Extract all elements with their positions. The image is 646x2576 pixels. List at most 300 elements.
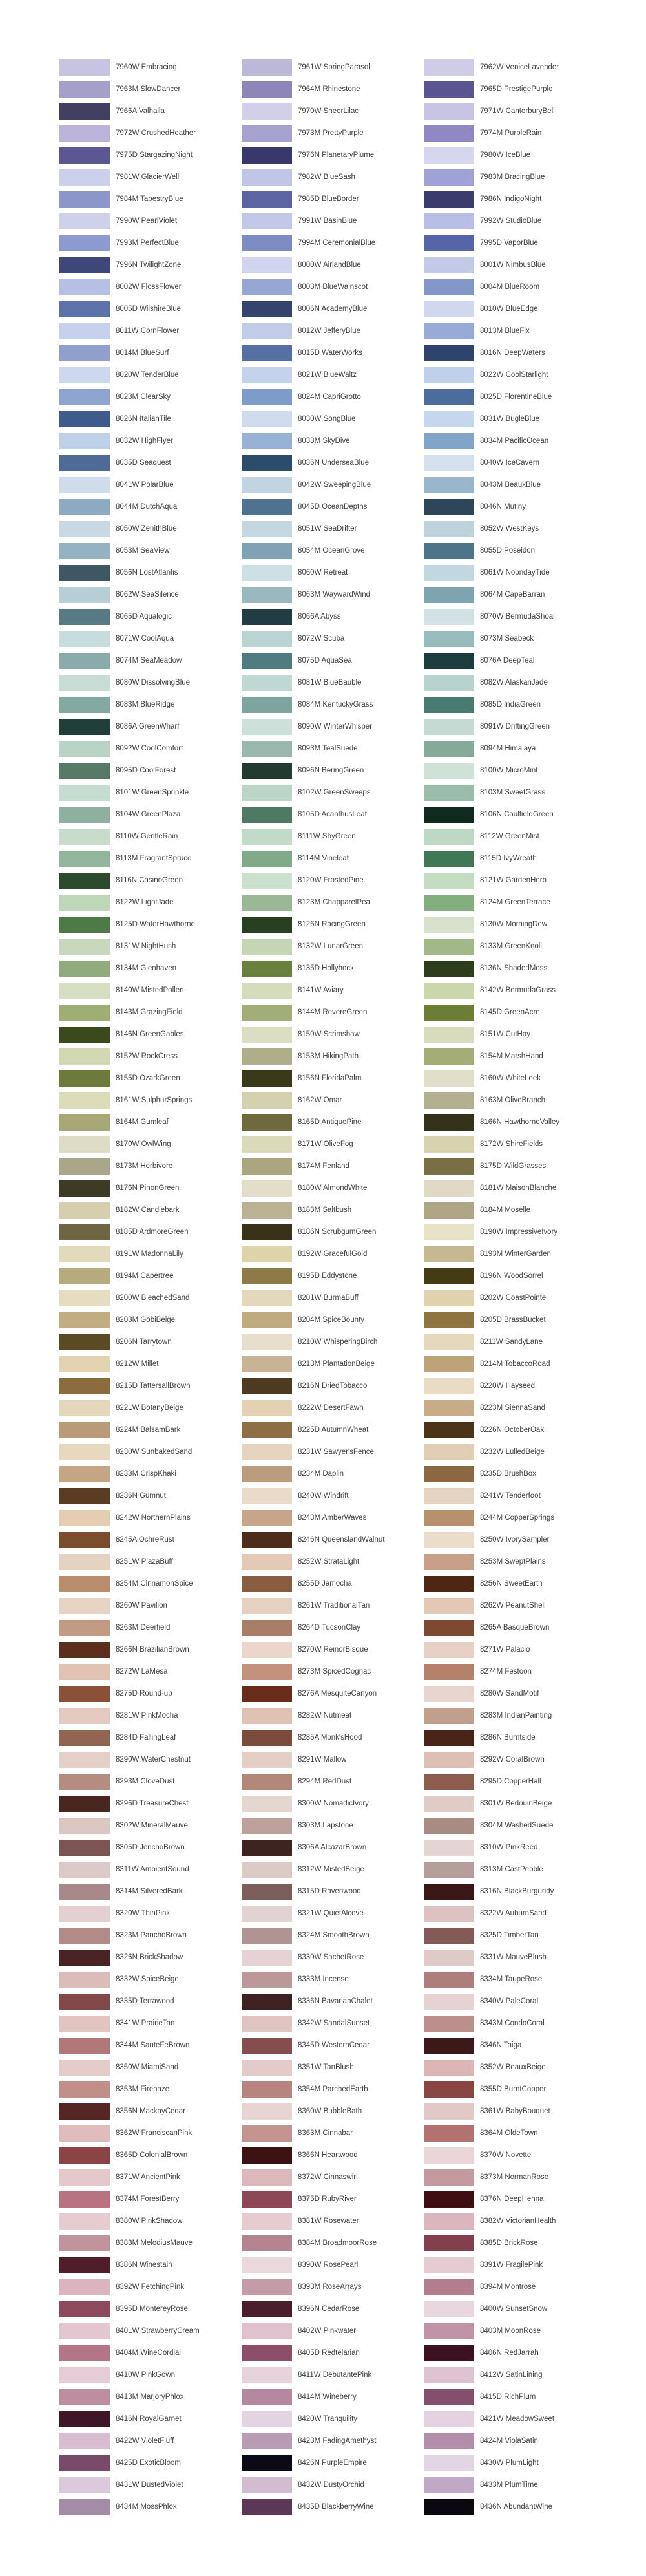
color-row-8001w-nimbusblue: [424, 254, 598, 276]
color-row-8094m-himalaya: [424, 738, 598, 760]
color-row-7972w-crushedheather: [59, 122, 234, 144]
color-label: 8070W BermudaShoal: [480, 613, 555, 621]
color-swatch: [242, 1246, 292, 1262]
color-label: 8422W VioletFluff: [116, 2437, 174, 2445]
color-row-8262w-peanutshell: [424, 1595, 598, 1617]
color-swatch: [242, 1378, 292, 1394]
color-label: 8265A BasqueBrown: [480, 1624, 550, 1632]
color-label: 8192W GracefulGold: [298, 1250, 368, 1258]
color-label: 8055D Poseidon: [480, 547, 536, 555]
color-row-8126n-racinggreen: [242, 913, 416, 935]
color-label: 8400W SunsetSnow: [480, 2305, 548, 2313]
color-label: 8382W VictorianHealth: [480, 2217, 556, 2225]
color-swatch: [59, 829, 110, 845]
color-swatch: [424, 2477, 474, 2493]
color-label: 8274M Festoon: [480, 1668, 532, 1676]
color-swatch: [59, 2235, 110, 2251]
color-swatch: [424, 653, 474, 669]
color-swatch: [59, 389, 110, 405]
color-swatch: [59, 2389, 110, 2405]
color-row-8275d-round-up: [59, 1683, 234, 1705]
color-row-7993m-perfectblue: [59, 232, 234, 254]
color-row-8334m-tauperose: [424, 1968, 598, 1990]
color-label: 7984M TapestryBlue: [116, 195, 183, 203]
color-row-8384m-broadmoorrose: [242, 2232, 416, 2254]
color-swatch: [242, 543, 292, 559]
color-label: 8250W IvorySampler: [480, 1536, 550, 1544]
color-label: 7983M BracingBlue: [480, 173, 545, 181]
color-row-8143m-grazingfield: [59, 1001, 234, 1023]
color-label: 8160W WhiteLeek: [480, 1074, 541, 1082]
color-label: 8190W ImpressiveIvory: [480, 1228, 558, 1236]
color-row-8166n-hawthornevalley: [424, 1111, 598, 1133]
color-row-8363m-cinnabar: [242, 2122, 416, 2144]
color-row-8285a-monk-shood: [242, 1727, 416, 1749]
color-label: 8403M MoonRose: [480, 2327, 541, 2335]
color-row-8026n-italiantile: [59, 408, 234, 430]
color-row-8393m-rosearrays: [242, 2276, 416, 2298]
color-swatch: [242, 1796, 292, 1812]
color-swatch: [424, 2367, 474, 2383]
color-swatch: [59, 235, 110, 251]
color-swatch: [59, 1730, 110, 1746]
color-row-8065d-aqualogic: [59, 606, 234, 628]
color-row-8405d-redtelarian: [242, 2342, 416, 2364]
color-label: 8131W NightHush: [116, 942, 176, 950]
color-swatch: [242, 2038, 292, 2054]
color-label: 8385D BrickRose: [480, 2239, 538, 2247]
color-swatch: [242, 2323, 292, 2339]
color-swatch: [424, 2213, 474, 2230]
color-row-8200w-bleachedsand: [59, 1287, 234, 1309]
color-label: 8203M GobiBeige: [116, 1316, 176, 1324]
color-row-8084m-kentuckygrass: [242, 694, 416, 716]
color-label: 8315D Ravenwood: [298, 1888, 361, 1895]
color-label: 8251W PlazaBuff: [116, 1558, 173, 1566]
color-swatch: [59, 81, 110, 98]
color-label: 8011W CornFlower: [116, 327, 180, 335]
color-row-8076a-deepteal: [424, 650, 598, 672]
color-label: 8004M BlueRoom: [480, 283, 540, 291]
color-swatch: [424, 2411, 474, 2427]
color-label: 8155D OzarkGreen: [116, 1074, 180, 1082]
color-swatch: [424, 763, 474, 779]
color-swatch: [424, 2499, 474, 2515]
color-row-8082w-alaskanjade: [424, 672, 598, 694]
color-row-8284d-fallingleaf: [59, 1727, 234, 1749]
color-label: 8083M BlueRidge: [116, 701, 175, 708]
color-label: 8235D BrushBox: [480, 1470, 536, 1478]
color-swatch: [424, 301, 474, 317]
color-label: 8164M Gumleaf: [116, 1118, 169, 1126]
color-label: 8001W NimbusBlue: [480, 261, 546, 269]
color-swatch: [242, 763, 292, 779]
color-row-8036n-underseablue: [242, 452, 416, 474]
color-label: 7964M Rhinestone: [298, 85, 360, 93]
color-swatch: [242, 1202, 292, 1219]
color-label: 7975D StargazingNight: [116, 151, 193, 159]
color-row-8206n-tarrytown: [59, 1331, 234, 1353]
color-row-7986n-indigonight: [424, 188, 598, 210]
color-row-8161w-sulphursprings: [59, 1089, 234, 1111]
color-row-8214m-tobaccoroad: [424, 1353, 598, 1375]
color-label: 8341W PrairieTan: [116, 2019, 175, 2027]
color-label: 8336N BavarianChalet: [298, 1997, 373, 2005]
color-swatch: [242, 1686, 292, 1702]
color-swatch: [424, 2191, 474, 2208]
color-row-8333m-incense: [242, 1968, 416, 1990]
color-label: 8106N CaulfieldGreen: [480, 811, 554, 818]
color-swatch: [59, 1027, 110, 1043]
color-swatch: [424, 2235, 474, 2251]
color-row-8106n-caulfieldgreen: [424, 804, 598, 825]
color-swatch: [59, 609, 110, 625]
color-label: 8075D AquaSea: [298, 657, 352, 665]
color-row-8195d-eddystone: [242, 1265, 416, 1287]
color-swatch: [242, 1400, 292, 1416]
color-label: 8280W SandMotif: [480, 1690, 539, 1698]
color-label: 8330W SachetRose: [298, 1953, 364, 1961]
color-row-8365d-colonialbrown: [59, 2144, 234, 2166]
color-label: 7974M PurpleRain: [480, 129, 542, 137]
color-label: 7990W PearlViolet: [116, 217, 178, 225]
color-label: 8224M BalsamBark: [116, 1426, 181, 1434]
color-row-8255d-jamocha: [242, 1573, 416, 1595]
color-row-8256n-sweetearth: [424, 1573, 598, 1595]
color-row-8276a-mesquitecanyon: [242, 1683, 416, 1705]
color-swatch: [59, 1312, 110, 1328]
color-label: 8122W LightJade: [116, 899, 174, 906]
color-swatch: [424, 2455, 474, 2471]
color-swatch: [424, 675, 474, 691]
color-label: 8191W MadonnaLily: [116, 1250, 183, 1258]
color-swatch: [59, 653, 110, 669]
color-label: 8152W RockCress: [116, 1052, 178, 1060]
color-label: 8360W BubbleBath: [298, 2107, 362, 2115]
color-swatch: [242, 1906, 292, 1922]
color-row-8216n-driedtobacco: [242, 1375, 416, 1397]
color-swatch: [242, 2345, 292, 2361]
color-swatch: [424, 895, 474, 911]
color-row-8045d-oceandepths: [242, 496, 416, 518]
color-label: 8402W Pinkwater: [298, 2327, 357, 2335]
color-swatch: [242, 1884, 292, 1900]
color-row-8072w-scuba: [242, 628, 416, 650]
color-swatch: [59, 2081, 110, 2098]
color-swatch: [59, 961, 110, 977]
color-swatch: [424, 389, 474, 405]
color-row-7964m-rhinestone: [242, 78, 416, 100]
color-label: 8030W SongBlue: [298, 415, 356, 423]
color-swatch: [242, 983, 292, 999]
color-row-8311w-ambientsound: [59, 1858, 234, 1880]
color-row-8434m-mossphlox: [59, 2496, 234, 2518]
color-column-1: [59, 56, 234, 2518]
color-label: 8014M BlueSurf: [116, 349, 169, 357]
color-swatch: [242, 829, 292, 845]
color-row-8326n-brickshadow: [59, 1946, 234, 1968]
color-label: 8103M SweetGrass: [480, 789, 545, 796]
color-row-8004m-blueroom: [424, 276, 598, 298]
color-row-8250w-ivorysampler: [424, 1529, 598, 1551]
color-row-8391w-fragilepink: [424, 2254, 598, 2276]
color-swatch: [59, 1334, 110, 1350]
color-row-8194m-capertree: [59, 1265, 234, 1287]
color-row-8271w-palacio: [424, 1639, 598, 1661]
color-swatch: [242, 873, 292, 889]
color-row-8265a-basquebrown: [424, 1617, 598, 1639]
color-row-8012w-jefferyblue: [242, 320, 416, 342]
color-row-8352w-beauxbeige: [424, 2056, 598, 2078]
color-row-8242w-northernplains: [59, 1507, 234, 1529]
color-row-8170w-owlwing: [59, 1133, 234, 1155]
color-label: 8033M SkyDive: [298, 437, 350, 445]
color-swatch: [59, 1202, 110, 1219]
color-row-8415d-richplum: [424, 2386, 598, 2408]
color-row-8022w-coolstarlight: [424, 364, 598, 386]
color-label: 8036N UnderseaBlue: [298, 459, 369, 467]
color-row-8011w-cornflower: [59, 320, 234, 342]
color-swatch: [424, 1488, 474, 1504]
color-label: 8244M CopperSprings: [480, 1514, 555, 1522]
color-row-8091w-driftinggreen: [424, 716, 598, 738]
color-row-8081w-bluebauble: [242, 672, 416, 694]
color-row-7982w-bluesash: [242, 166, 416, 188]
color-swatch: [242, 169, 292, 186]
color-swatch: [242, 1708, 292, 1724]
color-swatch: [424, 499, 474, 515]
color-row-8305d-jerichobrown: [59, 1836, 234, 1858]
color-label: 8031W BugleBlue: [480, 415, 540, 423]
color-row-7981w-glacierwell: [59, 166, 234, 188]
color-swatch: [424, 1400, 474, 1416]
color-label: 8351W TanBlush: [298, 2063, 354, 2071]
color-label: 8260W Pavilion: [116, 1602, 167, 1610]
color-row-8010w-blueedge: [424, 298, 598, 320]
color-row-8196n-woodsorrel: [424, 1265, 598, 1287]
color-label: 8410W PinkGown: [116, 2371, 176, 2379]
color-swatch: [59, 1466, 110, 1482]
color-row-7970w-sheerlilac: [242, 100, 416, 122]
color-row-8124m-greenterrace: [424, 891, 598, 913]
color-label: 8081W BlueBauble: [298, 679, 362, 687]
color-swatch: [242, 895, 292, 911]
color-swatch: [242, 565, 292, 581]
color-swatch: [242, 1268, 292, 1284]
color-column-2: [242, 56, 416, 2518]
color-label: 8095D CoolForest: [116, 767, 176, 774]
color-label: 8076A DeepTeal: [480, 657, 535, 665]
color-swatch: [424, 939, 474, 955]
color-label: 8375D RubyRiver: [298, 2195, 357, 2203]
color-swatch: [424, 125, 474, 142]
color-swatch: [59, 2279, 110, 2295]
color-label: 7986N IndigoNight: [480, 195, 542, 203]
color-label: 8175D WildGrasses: [480, 1162, 547, 1170]
color-row-8372w-cinnaswirl: [242, 2166, 416, 2188]
color-swatch: [59, 2411, 110, 2427]
color-row-8286n-burntside: [424, 1727, 598, 1749]
color-label: 8365D ColonialBrown: [116, 2151, 188, 2159]
color-row-8331w-mauveblush: [424, 1946, 598, 1968]
color-row-8421w-meadowsweet: [424, 2408, 598, 2430]
color-swatch: [242, 81, 292, 98]
color-swatch: [424, 2345, 474, 2361]
color-label: 8065D Aqualogic: [116, 613, 172, 621]
color-row-8210w-whisperingbirch: [242, 1331, 416, 1353]
color-label: 8276A MesquiteCanyon: [298, 1690, 377, 1698]
color-row-8212w-millet: [59, 1353, 234, 1375]
color-label: 8226N OctoberOak: [480, 1426, 545, 1434]
color-label: 8320W ThinPink: [116, 1910, 171, 1917]
color-label: 8084M KentuckyGrass: [298, 701, 373, 708]
color-swatch: [59, 1356, 110, 1372]
color-label: 8364M OldeTown: [480, 2129, 538, 2137]
color-row-8386n-winestain: [59, 2254, 234, 2276]
color-swatch: [59, 1488, 110, 1504]
color-label: 8431W DustedViolet: [116, 2481, 183, 2489]
color-row-8340w-palecoral: [424, 1990, 598, 2012]
color-row-8230w-sunbakedsand: [59, 1441, 234, 1463]
color-label: 8282W Nutmeat: [298, 1712, 352, 1719]
color-row-8392w-fetchingpink: [59, 2276, 234, 2298]
color-swatch: [242, 2103, 292, 2120]
color-label: 8405D Redtelarian: [298, 2349, 360, 2357]
color-label: 8433M PlumTime: [480, 2481, 538, 2489]
color-row-7985d-blueborder: [242, 188, 416, 210]
color-row-8174m-fenland: [242, 1155, 416, 1177]
color-swatch: [242, 1730, 292, 1746]
color-label: 8044M DutchAqua: [116, 503, 178, 511]
color-row-8152w-rockcress: [59, 1045, 234, 1067]
color-label: 8110W GentleRain: [116, 833, 178, 840]
color-row-8135d-hollyhock: [242, 957, 416, 979]
color-swatch: [242, 1818, 292, 1834]
color-row-8202w-coastpointe: [424, 1287, 598, 1309]
color-row-8403m-moonrose: [424, 2320, 598, 2342]
color-label: 7970W SheerLilac: [298, 107, 359, 115]
color-label: 8125D WaterHawthorne: [116, 921, 195, 928]
color-row-7991w-basinblue: [242, 210, 416, 232]
color-row-8406n-redjarrah: [424, 2342, 598, 2364]
color-swatch: [424, 1444, 474, 1460]
color-swatch: [59, 1422, 110, 1438]
color-row-8306a-alcazarbrown: [242, 1836, 416, 1858]
color-row-7971w-canterburybell: [424, 100, 598, 122]
color-swatch: [59, 1840, 110, 1856]
color-label: 8174M Fenland: [298, 1162, 349, 1170]
color-label: 8171W OliveFog: [298, 1140, 353, 1148]
color-swatch: [424, 565, 474, 581]
color-row-8283m-indianpainting: [424, 1705, 598, 1727]
color-swatch: [242, 1114, 292, 1131]
color-row-8360w-bubblebath: [242, 2100, 416, 2122]
color-swatch: [424, 1070, 474, 1087]
color-row-8282w-nutmeat: [242, 1705, 416, 1727]
color-row-8292w-coralbrown: [424, 1749, 598, 1771]
color-row-8366n-heartwood: [242, 2144, 416, 2166]
color-label: 8132W LunarGreen: [298, 942, 364, 950]
color-row-8314m-silveredbark: [59, 1880, 234, 1902]
color-row-8304m-washedsuede: [424, 1815, 598, 1836]
color-swatch: [424, 1686, 474, 1702]
color-label: 8415D RichPlum: [480, 2393, 536, 2401]
color-label: 8425D ExoticBloom: [116, 2459, 181, 2467]
color-swatch: [59, 1752, 110, 1768]
color-label: 8094M Himalaya: [480, 745, 536, 752]
color-row-7995d-vaporblue: [424, 232, 598, 254]
color-row-8232w-lulledbeige: [424, 1441, 598, 1463]
color-label: 8293M CloveDust: [116, 1778, 175, 1785]
color-row-8302w-mineralmauve: [59, 1815, 234, 1836]
color-row-8171w-olivefog: [242, 1133, 416, 1155]
color-label: 8025D FlorentineBlue: [480, 393, 552, 401]
color-swatch: [59, 345, 110, 361]
color-row-8413m-marjoryphlox: [59, 2386, 234, 2408]
color-label: 8310W PinkReed: [480, 1844, 538, 1851]
color-label: 8012W JefferyBlue: [298, 327, 360, 335]
color-label: 8314M SilveredBark: [116, 1888, 183, 1895]
color-label: 8313M CastPebble: [480, 1866, 543, 1873]
color-label: 8401W StrawberryCream: [116, 2327, 200, 2335]
color-swatch: [424, 697, 474, 713]
color-swatch: [424, 2279, 474, 2295]
color-row-8425d-exoticbloom: [59, 2452, 234, 2474]
color-row-8290w-waterchestnut: [59, 1749, 234, 1771]
color-label: 8071W CoolAqua: [116, 635, 174, 643]
color-swatch: [424, 2389, 474, 2405]
color-swatch: [59, 587, 110, 603]
color-label: 8064M CapeBarran: [480, 591, 545, 599]
color-row-8381w-rosewater: [242, 2210, 416, 2232]
color-swatch: [424, 851, 474, 867]
color-row-8371w-ancientpink: [59, 2166, 234, 2188]
color-row-8342w-sandalsunset: [242, 2012, 416, 2034]
color-swatch: [59, 1224, 110, 1240]
color-row-8362w-franciscanpink: [59, 2122, 234, 2144]
color-label: 8340W PaleCoral: [480, 1997, 539, 2005]
color-swatch: [59, 873, 110, 889]
color-swatch: [59, 1444, 110, 1460]
color-label: 8126N RacingGreen: [298, 921, 366, 928]
color-swatch: [424, 1840, 474, 1856]
color-swatch: [242, 367, 292, 383]
color-label: 8333M Incense: [298, 1975, 349, 1983]
color-row-7992w-studioblue: [424, 210, 598, 232]
color-row-8130w-morningdew: [424, 913, 598, 935]
color-label: 8392W FetchingPink: [116, 2283, 185, 2291]
color-swatch: [424, 1312, 474, 1328]
color-swatch: [424, 411, 474, 427]
color-label: 8383M MelodiusMauve: [116, 2239, 193, 2247]
color-row-8193m-wintergarden: [424, 1243, 598, 1265]
color-label: 8295D CopperHall: [480, 1778, 541, 1785]
color-swatch: [424, 1180, 474, 1197]
color-swatch: [242, 2147, 292, 2164]
color-swatch: [59, 1994, 110, 2010]
color-label: 8074M SeaMeadow: [116, 657, 182, 665]
color-row-8172w-shirefields: [424, 1133, 598, 1155]
color-row-8053m-seaview: [59, 540, 234, 562]
color-label: 8201W BurmaBuff: [298, 1294, 359, 1302]
color-swatch: [424, 609, 474, 625]
color-swatch: [59, 125, 110, 142]
color-swatch: [242, 851, 292, 867]
color-swatch: [424, 191, 474, 208]
color-row-8203m-gobibeige: [59, 1309, 234, 1331]
color-swatch: [59, 2499, 110, 2515]
color-swatch: [59, 1532, 110, 1548]
